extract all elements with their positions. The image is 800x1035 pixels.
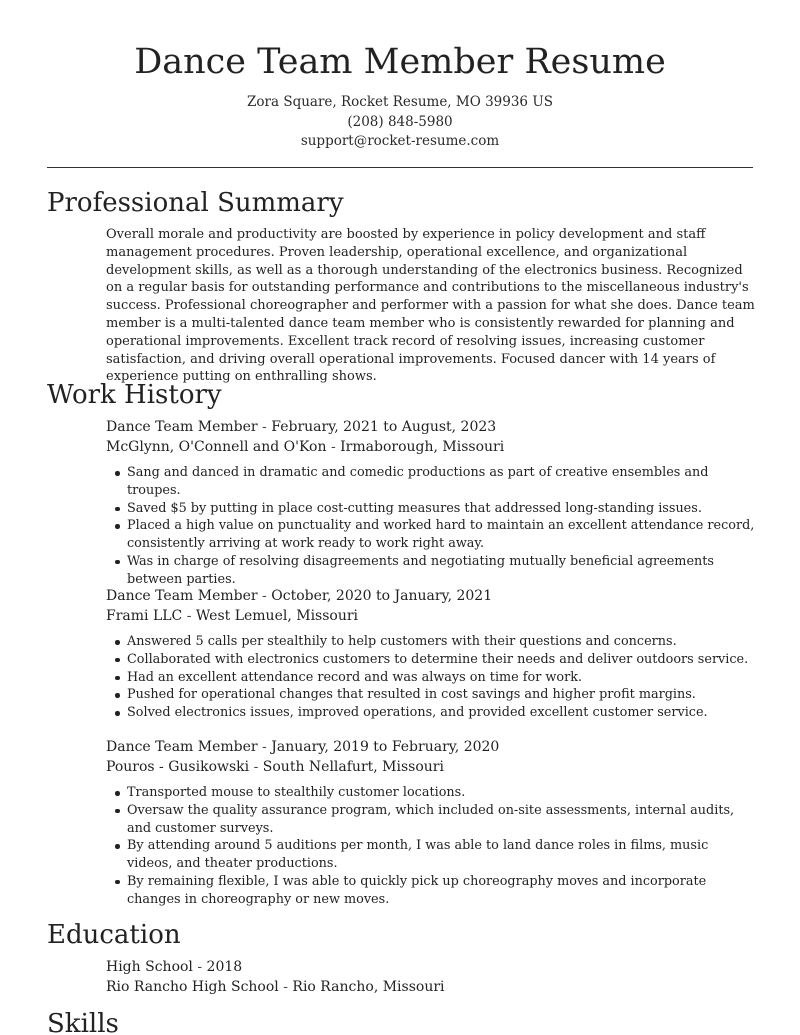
job-location: West Lemuel, Missouri <box>195 607 359 624</box>
list-item: Transported mouse to stealthily customer locations. <box>106 784 756 802</box>
job-company: Frami LLC <box>106 607 183 624</box>
job-location: Irmaborough, Missouri <box>340 438 505 455</box>
job-entry-1 <box>106 418 756 589</box>
job-company: Pouros - Gusikowski <box>106 758 250 775</box>
job-company: McGlynn, O'Connell and O'Kon <box>106 438 327 455</box>
list-item: Oversaw the quality assurance program, which included on-site assessments, internal audits, and customer surveys. <box>106 802 756 838</box>
education-entry <box>106 958 756 997</box>
job-title: Dance Team Member <box>106 739 258 755</box>
job-dates: February, 2021 to August, 2023 <box>271 419 497 435</box>
contact-phone: (208) 848-5980 <box>347 113 453 130</box>
job-dates: January, 2019 to February, 2020 <box>271 739 500 755</box>
list-item: Solved electronics issues, improved operations, and provided excellent customer service. <box>106 704 756 722</box>
job-bullets <box>106 464 756 589</box>
contact-block <box>0 93 800 152</box>
job-title-line: Dance Team Member - January, 2019 to February, 2020 <box>106 739 500 755</box>
job-title-line: Dance Team Member - October, 2020 to January, 2021 <box>106 588 493 604</box>
skills-heading: Skills <box>47 1009 119 1035</box>
list-item: Was in charge of resolving disagreements and negotiating mutually beneficial agreements between parties. <box>106 553 756 589</box>
job-bullets <box>106 633 756 722</box>
education-degree-line: High School - 2018 <box>106 959 243 975</box>
summary-section <box>106 226 756 386</box>
resume-title: Dance Team Member Resume <box>134 42 666 82</box>
list-item: Placed a high value on punctuality and worked hard to maintain an excellent attendance record, consistently arriving at work ready to work right away. <box>106 517 756 553</box>
job-title-line: Dance Team Member - February, 2021 to August, 2023 <box>106 419 497 435</box>
summary-text: Overall morale and productivity are boosted by experience in policy development and staff management procedures. Proven leadership, operational excellence, and organizational development skills, as well as a thorough understanding of the electronics business. Recognized on a regular basis for outstanding performance and contributions to the miscellaneous industry's success. Professional choreographer and performer with a passion for what she does. Dance team member is a multi-talented dance team member who is consistently rewarded for planning and operational improvements. Excellent track record of resolving issues, increasing customer satisfaction, and driving overall operational improvements. Focused dancer with 14 years of experience putting on enthralling shows. <box>106 227 755 385</box>
list-item: Saved $5 by putting in place cost-cutting measures that addressed long-standing issues. <box>106 500 756 518</box>
list-item: By attending around 5 auditions per month, I was able to land dance roles in films, music videos, and theater productions. <box>106 837 756 873</box>
list-item: By remaining flexible, I was able to quickly pick up choreography moves and incorporate changes in choreography or new moves. <box>106 873 756 909</box>
job-title: Dance Team Member <box>106 419 258 435</box>
contact-address: Zora Square, Rocket Resume, MO 39936 US <box>247 94 553 110</box>
education-heading: Education <box>47 920 181 950</box>
job-company-line: McGlynn, O'Connell and O'Kon - Irmaborough, Missouri <box>106 438 505 455</box>
job-bullets <box>106 784 756 909</box>
summary-heading: Professional Summary <box>47 188 344 218</box>
education-location: Rio Rancho, Missouri <box>292 978 445 995</box>
work-history-heading: Work History <box>47 380 222 410</box>
list-item: Answered 5 calls per stealthily to help customers with their questions and concerns. <box>106 633 756 651</box>
job-company-line: Frami LLC - West Lemuel, Missouri <box>106 607 359 624</box>
education-school-line: Rio Rancho High School - Rio Rancho, Missouri <box>106 978 445 995</box>
job-dates: October, 2020 to January, 2021 <box>271 588 493 604</box>
list-item: Pushed for operational changes that resulted in cost savings and higher profit margins. <box>106 686 756 704</box>
education-degree: High School <box>106 959 193 975</box>
list-item: Collaborated with electronics customers to determine their needs and deliver outdoors service. <box>106 651 756 669</box>
job-entry-3 <box>106 738 756 909</box>
job-title: Dance Team Member <box>106 588 258 604</box>
header-divider <box>47 167 753 168</box>
education-year: 2018 <box>206 959 243 975</box>
job-location: South Nellafurt, Missouri <box>262 758 444 775</box>
list-item: Had an excellent attendance record and was always on time for work. <box>106 669 756 687</box>
job-company-line: Pouros - Gusikowski - South Nellafurt, Missouri <box>106 758 444 775</box>
job-entry-2 <box>106 587 756 722</box>
list-item: Sang and danced in dramatic and comedic productions as part of creative ensembles and troupes. <box>106 464 756 500</box>
contact-email: support@rocket-resume.com <box>300 133 500 149</box>
education-school: Rio Rancho High School <box>106 978 279 995</box>
